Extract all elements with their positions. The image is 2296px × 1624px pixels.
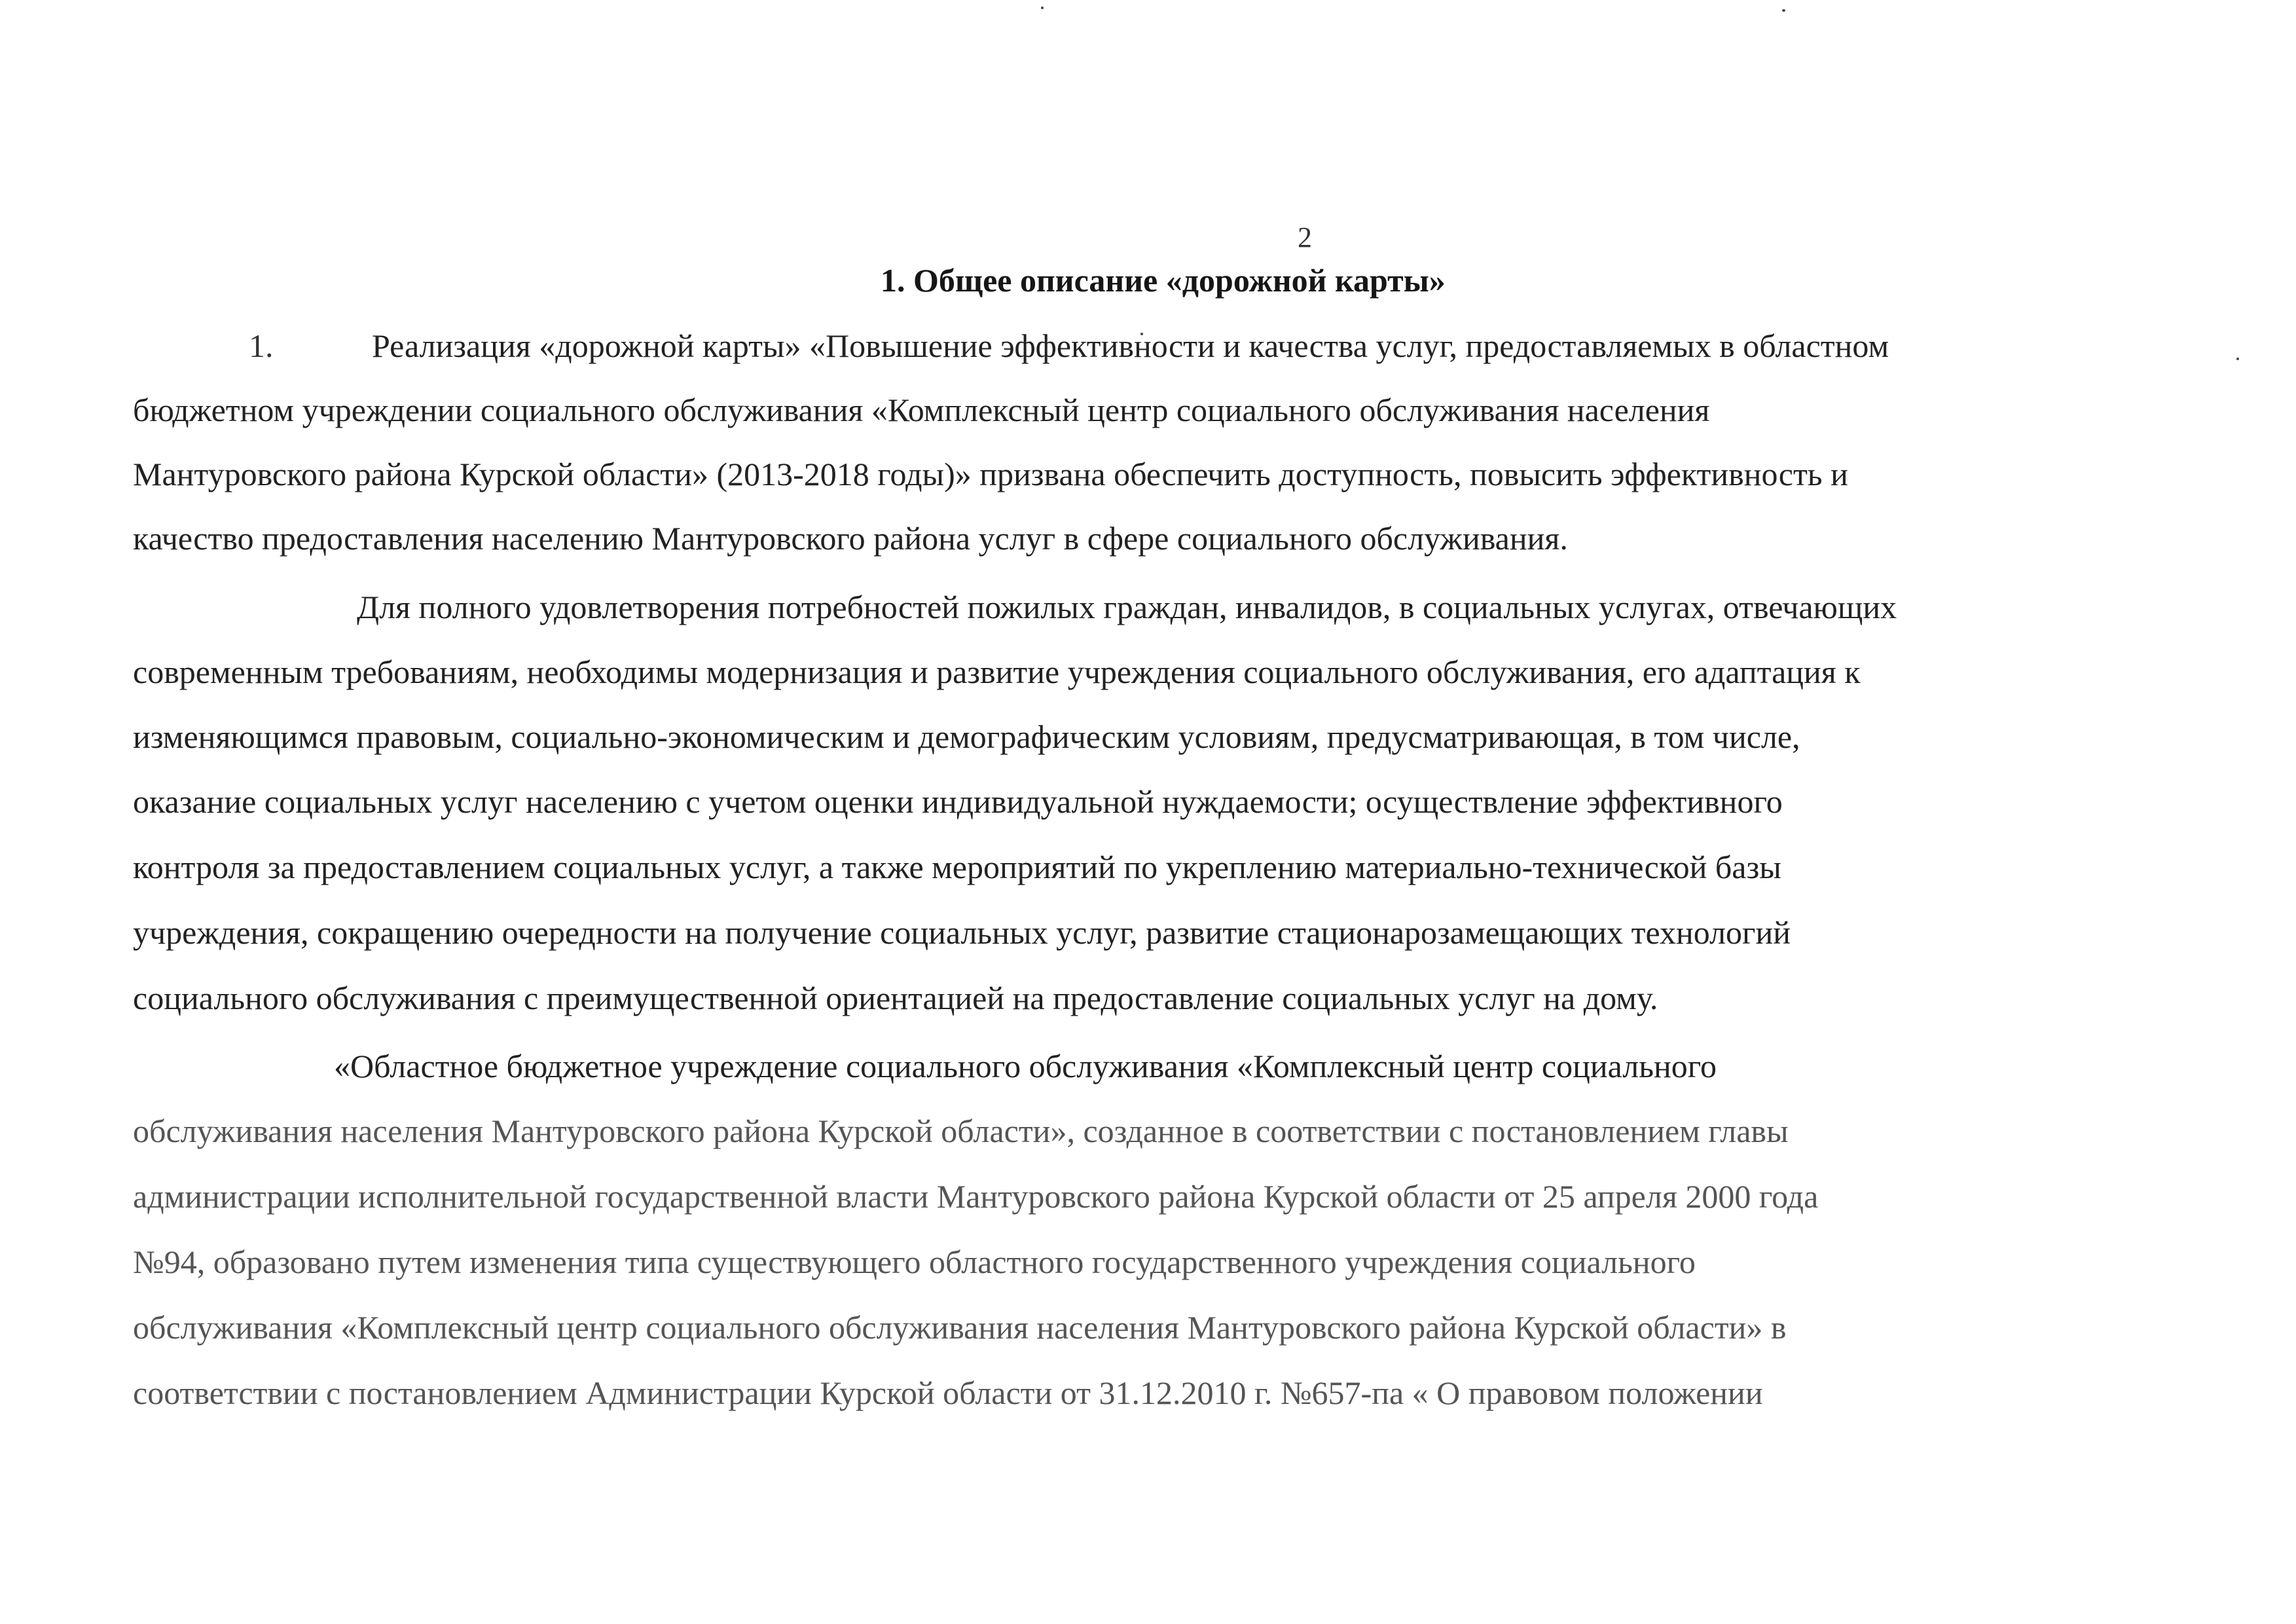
text-line: современным требованиям, необходимы модернизация и развитие учреждения социального обслуживания, его адаптация к	[133, 654, 1861, 690]
text-line: Реализация «дорожной карты» «Повышение эффективности и качества услуг, предоставляемых в областном	[372, 327, 1889, 364]
scan-speck	[1782, 9, 1785, 12]
scan-speck	[2236, 358, 2239, 360]
text-line: администрации исполнительной государственной власти Мантуровского района Курской области от 25 апреля 2000 года	[133, 1178, 1819, 1215]
page-number: 2	[1298, 221, 1312, 253]
text-line: качество предоставления населению Мантуровского района услуг в сфере социального обслуживания.	[133, 520, 1568, 557]
text-line: обслуживания «Комплексный центр социального обслуживания населения Мантуровского района Курской области» в	[133, 1309, 1787, 1346]
text-line: Для полного удовлетворения потребностей пожилых граждан, инвалидов, в социальных услугах, отвечающих	[357, 589, 1897, 625]
text-line: «Областное бюджетное учреждение социального обслуживания «Комплексный центр социального	[334, 1048, 1717, 1084]
text-line: обслуживания населения Мантуровского района Курской области», созданное в соответствии с постановлением главы	[133, 1113, 1789, 1149]
text-line: учреждения, сокращению очередности на получение социальных услуг, развитие стационарозамещающих технологий	[133, 914, 1791, 951]
text-line: бюджетном учреждении социального обслуживания «Комплексный центр социального обслуживания населения	[133, 392, 1710, 428]
text-line: оказание социальных услуг населению с учетом оценки индивидуальной нуждаемости; осуществление эффективного	[133, 783, 1783, 820]
scan-speck	[1041, 7, 1044, 9]
text-line: изменяющимся правовым, социально-экономическим и демографическим условиям, предусматривающая, в том числе,	[133, 718, 1800, 755]
list-marker: 1.	[249, 327, 274, 364]
text-line: Мантуровского района Курской области» (2013-2018 годы)» призвана обеспечить доступность, повысить эффективность и	[133, 456, 1848, 492]
text-line: контроля за предоставлением социальных услуг, а также мероприятий по укреплению материально-технической базы	[133, 849, 1781, 885]
text-line: соответствии с постановлением Администрации Курской области от 31.12.2010 г. №657-па « О правовом положении	[133, 1375, 1763, 1411]
text-line: №94, образовано путем изменения типа существующего областного государственного учреждения социального	[133, 1244, 1696, 1280]
text-line: социального обслуживания с преимущественной ориентацией на предоставление социальных услуг на дому.	[133, 980, 1658, 1016]
section-title: 1. Общее описание «дорожной карты»	[881, 262, 1446, 299]
